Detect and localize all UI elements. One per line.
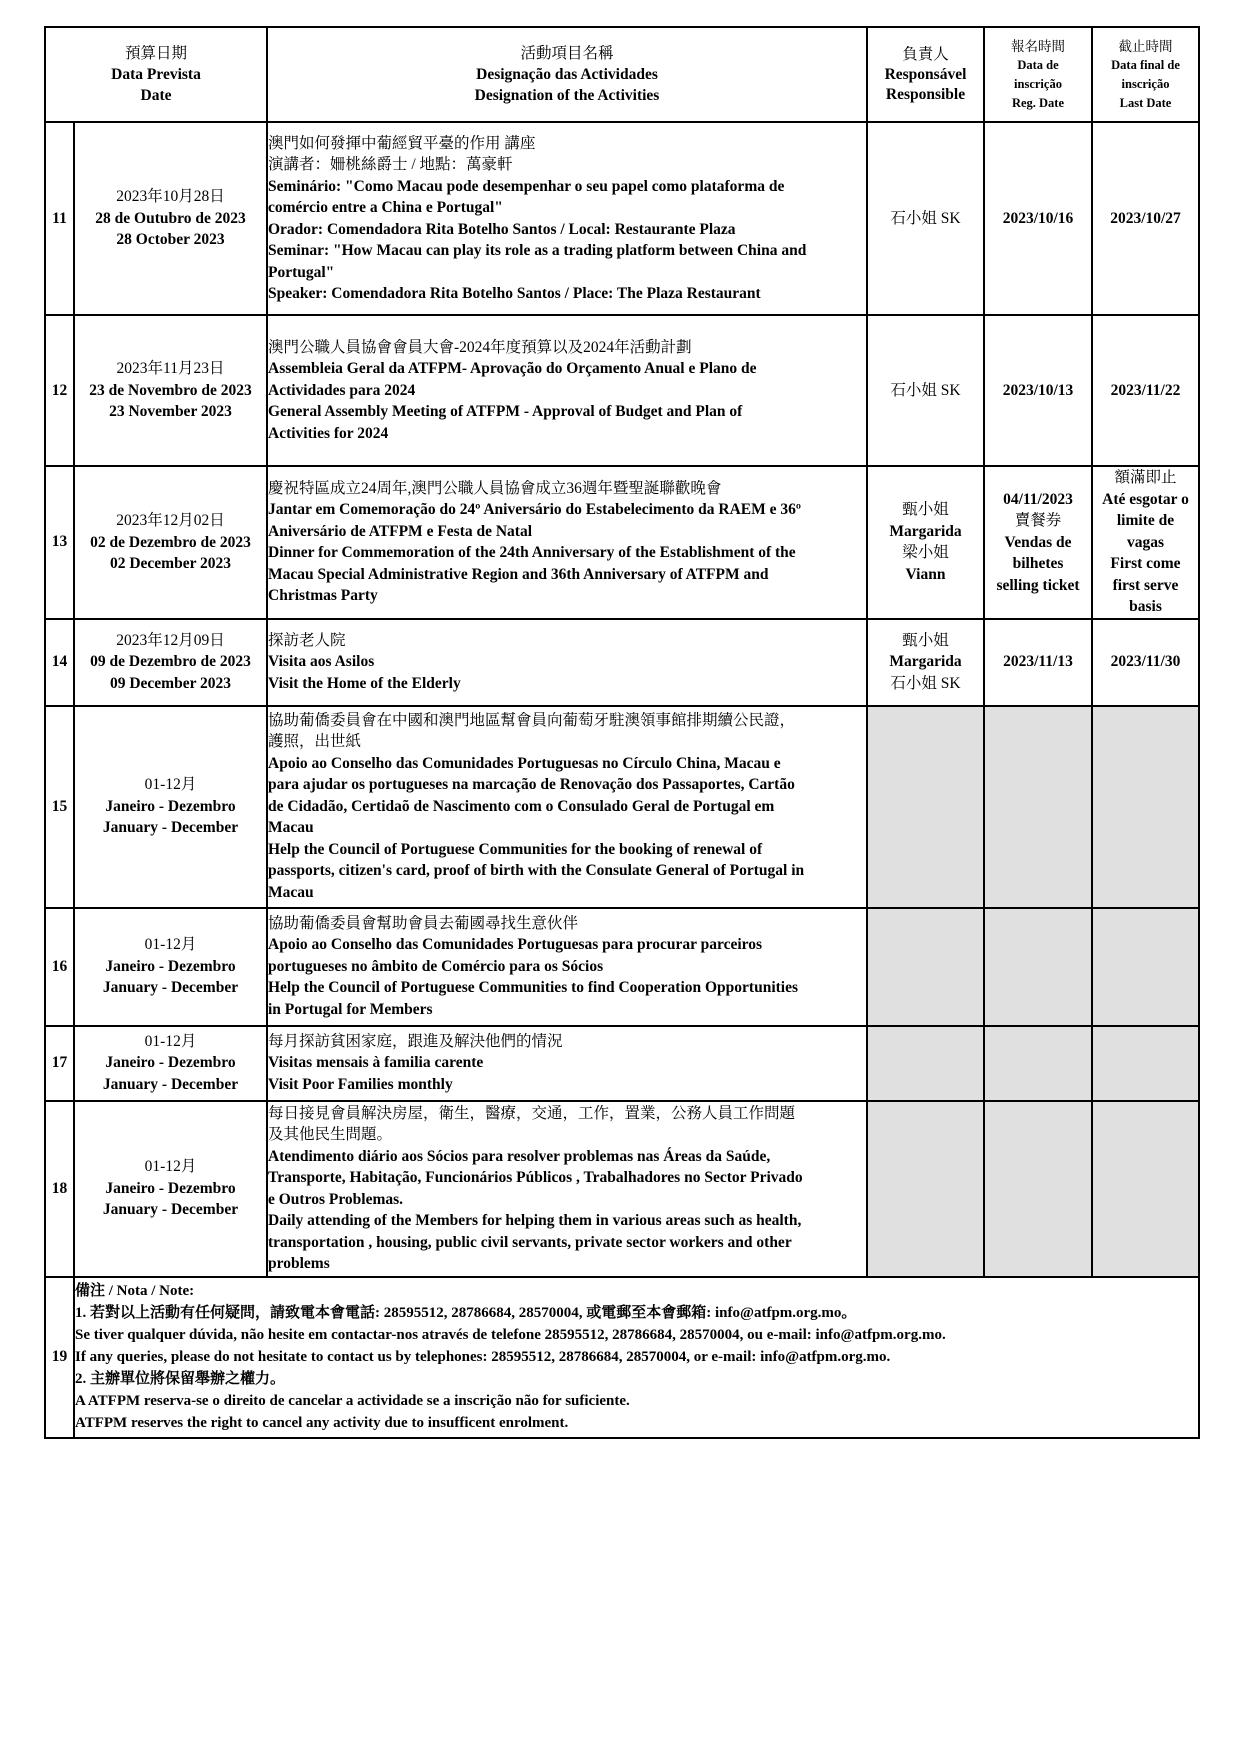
activity-line: Christmas Party <box>268 587 378 605</box>
header-last-date-zh: 截止時間 <box>1118 38 1173 54</box>
reg-date-cell <box>984 122 1092 315</box>
last-date-line: First come <box>1110 555 1181 572</box>
header-responsible-en: Responsible <box>885 85 966 103</box>
date-line: 2023年12月02日 <box>116 512 225 529</box>
last-date-line: basis <box>1129 598 1162 615</box>
header-reg-date <box>984 27 1092 122</box>
note-line: 備注 / Nota / Note: <box>75 1283 195 1299</box>
date-cell <box>74 315 267 466</box>
last-date-cell <box>1092 1026 1199 1101</box>
header-activity-zh: 活動項目名稱 <box>520 45 614 62</box>
activity-cell <box>267 122 867 315</box>
activity-cell <box>267 1026 867 1101</box>
date-line: 01-12月 <box>144 1032 197 1050</box>
activity-line: Portugal" <box>268 263 335 281</box>
note-line: 2. 主辦單位將保留舉辦之權力。 <box>75 1371 286 1387</box>
reg-date-line: bilhetes <box>1012 555 1064 572</box>
activity-line: 探訪老人院 <box>268 631 346 649</box>
activity-line: transportation , housing, public civil servants, private sector workers and other <box>268 1233 792 1251</box>
header-reg-date-en: Reg. Date <box>1011 95 1065 110</box>
activity-line: Seminar: "How Macau can play its role as a trading platform between China and <box>268 242 807 259</box>
activity-line: Macau Special Administrative Region and 36th Anniversary of ATFPM and <box>268 565 769 583</box>
row-number: 11 <box>45 122 74 315</box>
activity-line: problems <box>268 1255 330 1272</box>
date-line: 02 December 2023 <box>109 555 232 572</box>
last-date-line: vagas <box>1126 533 1165 551</box>
table-row <box>45 315 1199 466</box>
notes-cell <box>74 1277 1199 1438</box>
date-line: 2023年11月23日 <box>116 360 225 378</box>
note-line: 1. 若對以上活動有任何疑問，請致電本會電話: 28595512, 28786684, 28570004, 或電郵至本會郵箱: info@atfpm.org.mo。 <box>75 1305 857 1321</box>
reg-date-cell <box>984 466 1092 619</box>
activity-schedule-table <box>44 26 1200 1439</box>
header-date-zh: 預算日期 <box>124 45 187 62</box>
header-last-date-pt-2: inscrição <box>1121 76 1170 91</box>
activity-line: Daily attending of the Members for helping them in various areas such as health, <box>268 1212 802 1229</box>
notes-row <box>45 1277 1199 1438</box>
date-line: 23 de Novembro de 2023 <box>89 381 252 399</box>
date-line: 02 de Dezembro de 2023 <box>90 533 251 551</box>
header-activity-en: Designation of the Activities <box>474 87 660 104</box>
date-cell <box>74 1101 267 1277</box>
date-line: 09 de Dezembro de 2023 <box>90 653 251 671</box>
activity-line: Aniversário de ATFPM e Festa de Natal <box>268 522 533 540</box>
last-date-cell <box>1092 1101 1199 1277</box>
reg-date-line: 賣餐券 <box>1014 512 1062 529</box>
table-row <box>45 908 1199 1026</box>
activity-line: 協助葡僑委員會幫助會員去葡國尋找生意伙伴 <box>268 914 579 932</box>
table-row <box>45 1101 1199 1277</box>
header-responsible-zh: 負責人 <box>902 45 949 63</box>
activity-line: 協助葡僑委員會在中國和澳門地區幫會員向葡萄牙駐澳領事館排期續公民證， <box>268 711 796 729</box>
table-row <box>45 619 1199 706</box>
activity-line: Macau <box>268 883 314 901</box>
reg-date-cell <box>984 706 1092 908</box>
responsible-cell <box>867 908 984 1026</box>
activity-cell <box>267 1101 867 1277</box>
date-line: 01-12月 <box>144 776 197 794</box>
activity-line: para ajudar os portugueses na marcação de Renovação dos Passaportes, Cartão <box>268 776 795 794</box>
responsible-line: 石小姐 SK <box>890 674 961 692</box>
activity-line: 護照，出世紙 <box>268 733 362 751</box>
activity-cell <box>267 315 867 466</box>
responsible-line: 石小姐 SK <box>890 209 961 227</box>
activity-line: 演講者：姍桃絲爵士 / 地點：萬豪軒 <box>268 156 513 173</box>
reg-date-line: 2023/11/13 <box>1003 653 1073 671</box>
activity-line: 及其他民生問題。 <box>268 1126 393 1143</box>
table-row <box>45 466 1199 619</box>
date-cell <box>74 706 267 908</box>
table-row <box>45 122 1199 315</box>
header-date-pt: Data Prevista <box>111 66 201 83</box>
row-number: 15 <box>45 706 74 908</box>
note-line: ATFPM reserves the right to cancel any activity due to insufficent enrolment. <box>75 1415 569 1431</box>
activity-cell <box>267 706 867 908</box>
activity-line: Visit Poor Families monthly <box>268 1075 453 1093</box>
activity-line: in Portugal for Members <box>268 1000 433 1018</box>
reg-date-line: 2023/10/16 <box>1002 209 1074 227</box>
date-line: January - December <box>102 979 239 997</box>
reg-date-line: selling ticket <box>996 576 1080 594</box>
date-line: 01-12月 <box>144 936 197 954</box>
table-row <box>45 1026 1199 1101</box>
responsible-line: 梁小姐 <box>902 544 949 562</box>
date-line: 01-12月 <box>144 1158 197 1176</box>
date-line: 28 de Outubro de 2023 <box>95 209 246 227</box>
date-line: 09 December 2023 <box>109 674 232 692</box>
reg-date-cell <box>984 619 1092 706</box>
activity-line: Speaker: Comendadora Rita Botelho Santos / Place: The Plaza Restaurant <box>268 285 761 302</box>
activity-line: General Assembly Meeting of ATFPM - Approval of Budget and Plan of <box>268 403 743 421</box>
responsible-line: Margarida <box>889 653 962 671</box>
activity-line: 每月探訪貧困家庭，跟進及解決他們的情況 <box>268 1032 563 1050</box>
activity-line: Dinner for Commemoration of the 24th Anniversary of the Establishment of the <box>268 544 796 562</box>
activity-line: de Cidadão, Certidaõ de Nascimento com o Consulado Geral de Portugal em <box>268 797 775 815</box>
note-line: If any queries, please do not hesitate to contact us by telephones: 28595512, 28786684, 28570004, or e-mail: info@atfpm.org.mo. <box>75 1349 891 1365</box>
date-line: January - December <box>102 1075 239 1093</box>
activity-line: 澳門公職人員協會會員大會-2024年度預算以及2024年活動計劃 <box>268 338 692 356</box>
last-date-cell <box>1092 122 1199 315</box>
header-date <box>45 27 267 122</box>
activity-line: 澳門如何發揮中葡經貿平臺的作用 講座 <box>268 134 536 152</box>
table-header <box>45 27 1199 122</box>
last-date-cell <box>1092 466 1199 619</box>
date-cell <box>74 1026 267 1101</box>
date-line: 28 October 2023 <box>116 231 225 249</box>
note-line: Se tiver qualquer dúvida, não hesite em contactar-nos através de telefone 28595512, 28786684, 28570004, ou e-mail: info@atfpm.org.mo. <box>75 1327 946 1343</box>
header-last-date-pt-1: Data final de <box>1111 57 1180 72</box>
reg-date-cell <box>984 1101 1092 1277</box>
activity-line: Activities for 2024 <box>268 424 389 442</box>
header-activity <box>267 27 867 122</box>
date-line: Janeiro - Dezembro <box>105 797 236 815</box>
reg-date-line: 04/11/2023 <box>1003 490 1073 508</box>
responsible-cell <box>867 315 984 466</box>
activity-cell <box>267 466 867 619</box>
activity-line: passports, citizen's card, proof of birth with the Consulate General of Portugal in <box>268 862 805 880</box>
notes-section <box>45 1277 1199 1438</box>
last-date-line: 2023/11/30 <box>1110 653 1181 671</box>
activity-line: Seminário: "Como Macau pode desempenhar o seu papel como plataforma de <box>268 177 785 195</box>
reg-date-line: 2023/10/13 <box>1002 381 1074 399</box>
responsible-cell <box>867 619 984 706</box>
activity-line: Visit the Home of the Elderly <box>268 674 461 692</box>
last-date-line: 2023/11/22 <box>1110 381 1181 399</box>
responsible-cell <box>867 122 984 315</box>
date-line: January - December <box>102 819 239 837</box>
last-date-cell <box>1092 315 1199 466</box>
activity-line: Atendimento diário aos Sócios para resolver problemas nas Áreas da Saúde, <box>268 1147 771 1165</box>
row-number: 12 <box>45 315 74 466</box>
date-line: Janeiro - Dezembro <box>105 1179 236 1197</box>
date-cell <box>74 122 267 315</box>
activity-line: Help the Council of Portuguese Communities to find Cooperation Opportunities <box>268 979 799 997</box>
date-cell <box>74 908 267 1026</box>
responsible-line: 甄小姐 <box>902 631 949 649</box>
activity-line: Transporte, Habitação, Funcionários Públicos , Trabalhadores no Sector Privado <box>268 1169 803 1186</box>
last-date-line: limite de <box>1116 512 1175 529</box>
header-last-date-en: Last Date <box>1119 95 1172 110</box>
activity-line: portugueses no âmbito de Comércio para os Sócios <box>268 957 604 975</box>
notes-row-number: 19 <box>45 1277 74 1438</box>
activity-line: Assembleia Geral da ATFPM- Aprovação do Orçamento Anual e Plano de <box>268 360 757 378</box>
last-date-cell <box>1092 908 1199 1026</box>
row-number: 17 <box>45 1026 74 1101</box>
activity-line: Help the Council of Portuguese Communities for the booking of renewal of <box>268 840 763 858</box>
activity-line: Visitas mensais à familia carente <box>268 1054 484 1072</box>
table-body <box>45 122 1199 1277</box>
responsible-line: Margarida <box>889 522 962 540</box>
responsible-cell <box>867 1026 984 1101</box>
responsible-line: 石小姐 SK <box>890 381 961 399</box>
activity-line: Apoio ao Conselho das Comunidades Portuguesas no Círculo China, Macau e <box>268 754 781 772</box>
activity-cell <box>267 619 867 706</box>
date-line: 23 November 2023 <box>109 403 232 421</box>
activity-line: Macau <box>268 819 314 837</box>
date-cell <box>74 466 267 619</box>
date-cell <box>74 619 267 706</box>
header-activity-pt: Designação das Actividades <box>476 66 658 83</box>
reg-date-line: Vendas de <box>1004 533 1072 551</box>
header-responsible-pt: Responsável <box>884 65 967 83</box>
row-number: 16 <box>45 908 74 1026</box>
date-line: January - December <box>102 1201 239 1219</box>
row-number: 13 <box>45 466 74 619</box>
date-line: Janeiro - Dezembro <box>105 957 236 975</box>
activity-line: 慶祝特區成立24周年,澳門公職人員協會成立36週年暨聖誕聯歡晚會 <box>268 479 722 497</box>
activity-line: Orador: Comendadora Rita Botelho Santos / Local: Restaurante Plaza <box>268 220 736 238</box>
activity-line: Actividades para 2024 <box>268 381 416 399</box>
date-line: 2023年12月09日 <box>116 631 225 649</box>
responsible-cell <box>867 706 984 908</box>
activity-line: comércio entre a China e Portugal" <box>268 199 503 216</box>
header-row <box>45 27 1199 122</box>
activity-line: 每日接見會員解決房屋，衛生，醫療，交通，工作，置業，公務人員工作問題 <box>268 1104 796 1122</box>
last-date-line: 額滿即止 <box>1114 469 1177 486</box>
note-line: A ATFPM reserva-se o direito de cancelar a actividade se a inscrição não for suficiente. <box>75 1393 630 1409</box>
activity-cell <box>267 908 867 1026</box>
header-reg-date-zh: 報名時間 <box>1011 38 1065 54</box>
activity-line: Visita aos Asilos <box>268 653 375 671</box>
last-date-cell <box>1092 619 1199 706</box>
responsible-line: 甄小姐 <box>902 501 949 519</box>
header-reg-date-pt-2: inscrição <box>1014 76 1062 91</box>
activity-line: e Outros Problemas. <box>268 1190 404 1208</box>
last-date-cell <box>1092 706 1199 908</box>
activity-line: Jantar em Comemoração do 24º Aniversário do Estabelecimento da RAEM e 36º <box>268 501 802 519</box>
date-line: 2023年10月28日 <box>116 188 225 206</box>
last-date-line: Até esgotar o <box>1102 490 1189 508</box>
responsible-line: Viann <box>905 565 946 583</box>
header-date-en: Date <box>140 87 172 104</box>
row-number: 18 <box>45 1101 74 1277</box>
header-reg-date-pt-1: Data de <box>1017 57 1059 72</box>
header-responsible <box>867 27 984 122</box>
reg-date-cell <box>984 315 1092 466</box>
date-line: Janeiro - Dezembro <box>105 1054 236 1072</box>
last-date-line: first serve <box>1112 576 1179 594</box>
table-row <box>45 706 1199 908</box>
last-date-line: 2023/10/27 <box>1110 209 1181 227</box>
activity-line: Apoio ao Conselho das Comunidades Portuguesas para procurar parceiros <box>268 936 763 954</box>
header-last-date <box>1092 27 1199 122</box>
responsible-cell <box>867 466 984 619</box>
row-number: 14 <box>45 619 74 706</box>
reg-date-cell <box>984 908 1092 1026</box>
responsible-cell <box>867 1101 984 1277</box>
reg-date-cell <box>984 1026 1092 1101</box>
